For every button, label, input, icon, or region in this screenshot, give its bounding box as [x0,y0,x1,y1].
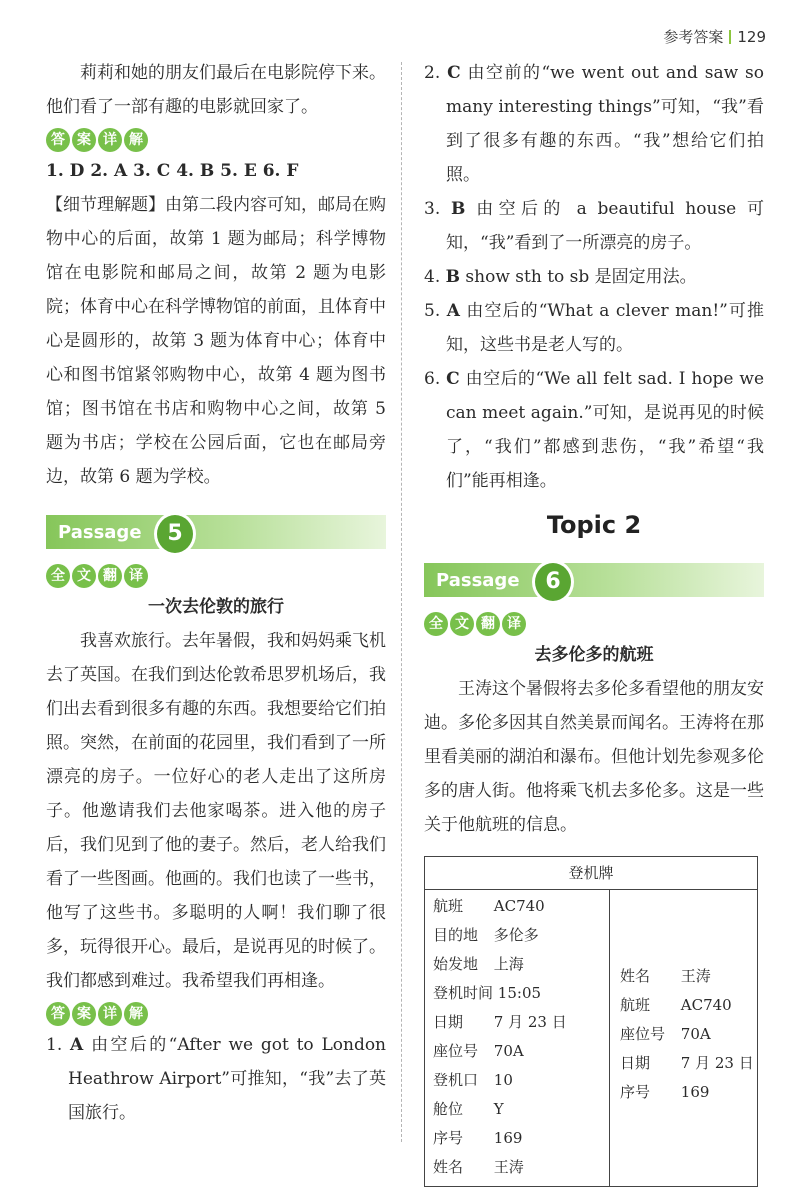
item-explanation: 由空后的 a beautiful house 可知，“我”看到了一所漂亮的房子。 [446,199,765,253]
bp-value: AC740 [680,996,732,1014]
answer-item-1 [46,1028,386,1130]
badge-char: 答 [46,1002,70,1026]
item-answer: B [445,267,461,287]
badge-char: 译 [124,564,148,588]
bp-row-boarding-time [433,979,609,1008]
badge-char: 案 [72,128,96,152]
header-separator [729,30,731,44]
answers-badge-2 [46,1002,386,1026]
item-explanation: show sth to sb 是固定用法。 [465,267,697,287]
answer-key-line: 1. D 2. A 3. C 4. B 5. E 6. F [46,161,299,181]
item-number: 5. [424,301,441,321]
bp-key: 始发地 [433,955,479,973]
stub-row-flight [620,991,757,1020]
item-answer: C [446,369,460,389]
item-answer: B [451,199,466,219]
bp-key: 序号 [433,1129,464,1147]
boarding-pass-main [425,890,610,1186]
badge-char: 译 [502,612,526,636]
page-number: 129 [737,28,766,46]
bp-key: 姓名 [433,1158,464,1176]
translation-badge [46,564,386,588]
answer-analysis: 【细节理解题】由第二段内容可知，邮局在购物中心的后面，故第 1 题为邮局；科学博物馆在电影院和邮局之间，故第 2 题为电影院；体育中心在科学博物馆的前面，且体育中心是圆形的，故第 3 题为体育中心；体育中心和图书馆紧邻购物中心，故第 4 题为图书馆；图书馆在书店和购物中心之间，故第 5 题为书店；学校在公园后面，它也在邮局旁边，故第 6 题为学校。 [46,195,386,487]
page-header [663,26,766,47]
bp-row-flight [433,892,609,921]
passage-5-translation: 我喜欢旅行。去年暑假，我和妈妈乘飞机去了英国。在我们到达伦敦希思罗机场后，我们出去看到很多有趣的东西。我想要给它们拍照。突然，在前面的花园里，我们看到了一所漂亮的房子。一位好心的老人走出了这所房子。他邀请我们去他家喝茶。进入他的房子后，我们见到了他的妻子。然后，老人给我们看了一些图画。他画的。我们也读了一些书，他写了这些书。多聪明的人啊！我们聊了很多，玩得很开心。最后，是说再见的时候了。我们都感到难过。我希望我们再相逢。 [46,631,386,991]
bp-key: 日期 [433,1013,464,1031]
bp-value: 10 [493,1071,513,1089]
badge-char: 案 [72,1002,96,1026]
bp-row-sequence [433,1124,609,1153]
boarding-pass-heading: 登机牌 [425,857,757,890]
passage-6-banner [424,558,764,604]
passage-label: Passage [436,570,520,591]
bp-value: 15:05 [497,984,542,1002]
passage-5-title: 一次去伦敦的旅行 [148,597,284,617]
bp-key: 姓名 [620,967,651,985]
item-explanation: 由空后的“After we got to London Heathrow Airport”可推知，“我”去了英国旅行。 [68,1035,387,1123]
badge-char: 文 [450,612,474,636]
right-column [424,56,764,1187]
badge-char: 详 [98,128,122,152]
bp-value: 上海 [493,955,524,973]
item-number: 4. [424,267,441,287]
answer-item-5 [424,294,764,362]
bp-row-class [433,1095,609,1124]
item-explanation: 由空前的“we went out and saw so many interesting things”可知，“我”看到了很多有趣的东西。“我”想给它们拍照。 [446,63,764,185]
bp-value: 王涛 [680,967,711,985]
badge-char: 全 [46,564,70,588]
bp-value: 169 [680,1083,710,1101]
bp-key: 登机时间 [433,984,494,1002]
passage-6-translation: 王涛这个暑假将去多伦多看望他的朋友安迪。多伦多因其自然美景而闻名。王涛将在那里看美丽的湖泊和瀑布。但他计划先参观多伦多的唐人街。他将乘飞机去多伦多。这是一些关于他航班的信息。 [424,679,764,835]
badge-char: 全 [424,612,448,636]
topic-heading: Topic 2 [546,511,642,539]
badge-char: 翻 [98,564,122,588]
passage-number: 6 [532,560,574,604]
badge-char: 解 [124,1002,148,1026]
passage-number: 5 [154,512,196,556]
answers-badge [46,128,386,152]
translation-badge [424,612,764,636]
boarding-pass-body [425,890,757,1186]
passage-5-banner [46,510,386,556]
bp-row-name [433,1153,609,1182]
bp-row-gate [433,1066,609,1095]
badge-char: 解 [124,128,148,152]
answer-item-3 [424,192,764,260]
bp-value: 7 月 23 日 [493,1013,567,1031]
bp-key: 座位号 [433,1042,479,1060]
boarding-pass-stub [610,890,757,1186]
passage4-ending: 莉莉和她的朋友们最后在电影院停下来。他们看了一部有趣的电影就回家了。 [46,63,386,117]
item-number: 3. [424,199,441,219]
badge-char: 答 [46,128,70,152]
item-answer: A [70,1035,84,1055]
bp-value: 70A [680,1025,711,1043]
stub-row-date [620,1049,757,1078]
left-column [46,56,386,1130]
item-number: 6. [424,369,441,389]
bp-value: AC740 [493,897,545,915]
bp-key: 登机口 [433,1071,479,1089]
bp-key: 航班 [433,897,464,915]
bp-row-seat [433,1037,609,1066]
answer-item-6 [424,362,764,498]
stub-row-sequence [620,1078,757,1107]
bp-key: 航班 [620,996,651,1014]
bp-value: 王涛 [493,1158,524,1176]
section-label: 参考答案 [663,28,724,46]
bp-value: Y [493,1100,504,1118]
column-divider [401,62,402,1142]
item-number: 1. [46,1035,63,1055]
bp-value: 169 [493,1129,523,1147]
item-explanation: 由空后的“We all felt sad. I hope we can meet again.”可知，是说再见的时候了，“我们”都感到悲伤，“我”希望“我们”能再相逢。 [446,369,765,491]
stub-row-name [620,962,757,991]
bp-value: 70A [493,1042,524,1060]
bp-key: 舱位 [433,1100,464,1118]
badge-char: 翻 [476,612,500,636]
bp-value: 7 月 23 日 [680,1054,754,1072]
bp-row-date [433,1008,609,1037]
answer-item-2 [424,56,764,192]
bp-row-destination [433,921,609,950]
bp-key: 座位号 [620,1025,666,1043]
item-answer: C [447,63,461,83]
badge-char: 详 [98,1002,122,1026]
bp-key: 日期 [620,1054,651,1072]
bp-row-origin [433,950,609,979]
bp-value: 多伦多 [493,926,539,944]
stub-row-seat [620,1020,757,1049]
bp-key: 目的地 [433,926,479,944]
answer-item-4 [424,260,764,294]
passage-6-title: 去多伦多的航班 [534,645,654,665]
item-number: 2. [424,63,441,83]
boarding-pass [424,856,758,1187]
item-answer: A [446,301,460,321]
passage-label: Passage [58,522,142,543]
bp-key: 序号 [620,1083,651,1101]
badge-char: 文 [72,564,96,588]
item-explanation: 由空后的“What a clever man!”可推知，这些书是老人写的。 [446,301,765,355]
